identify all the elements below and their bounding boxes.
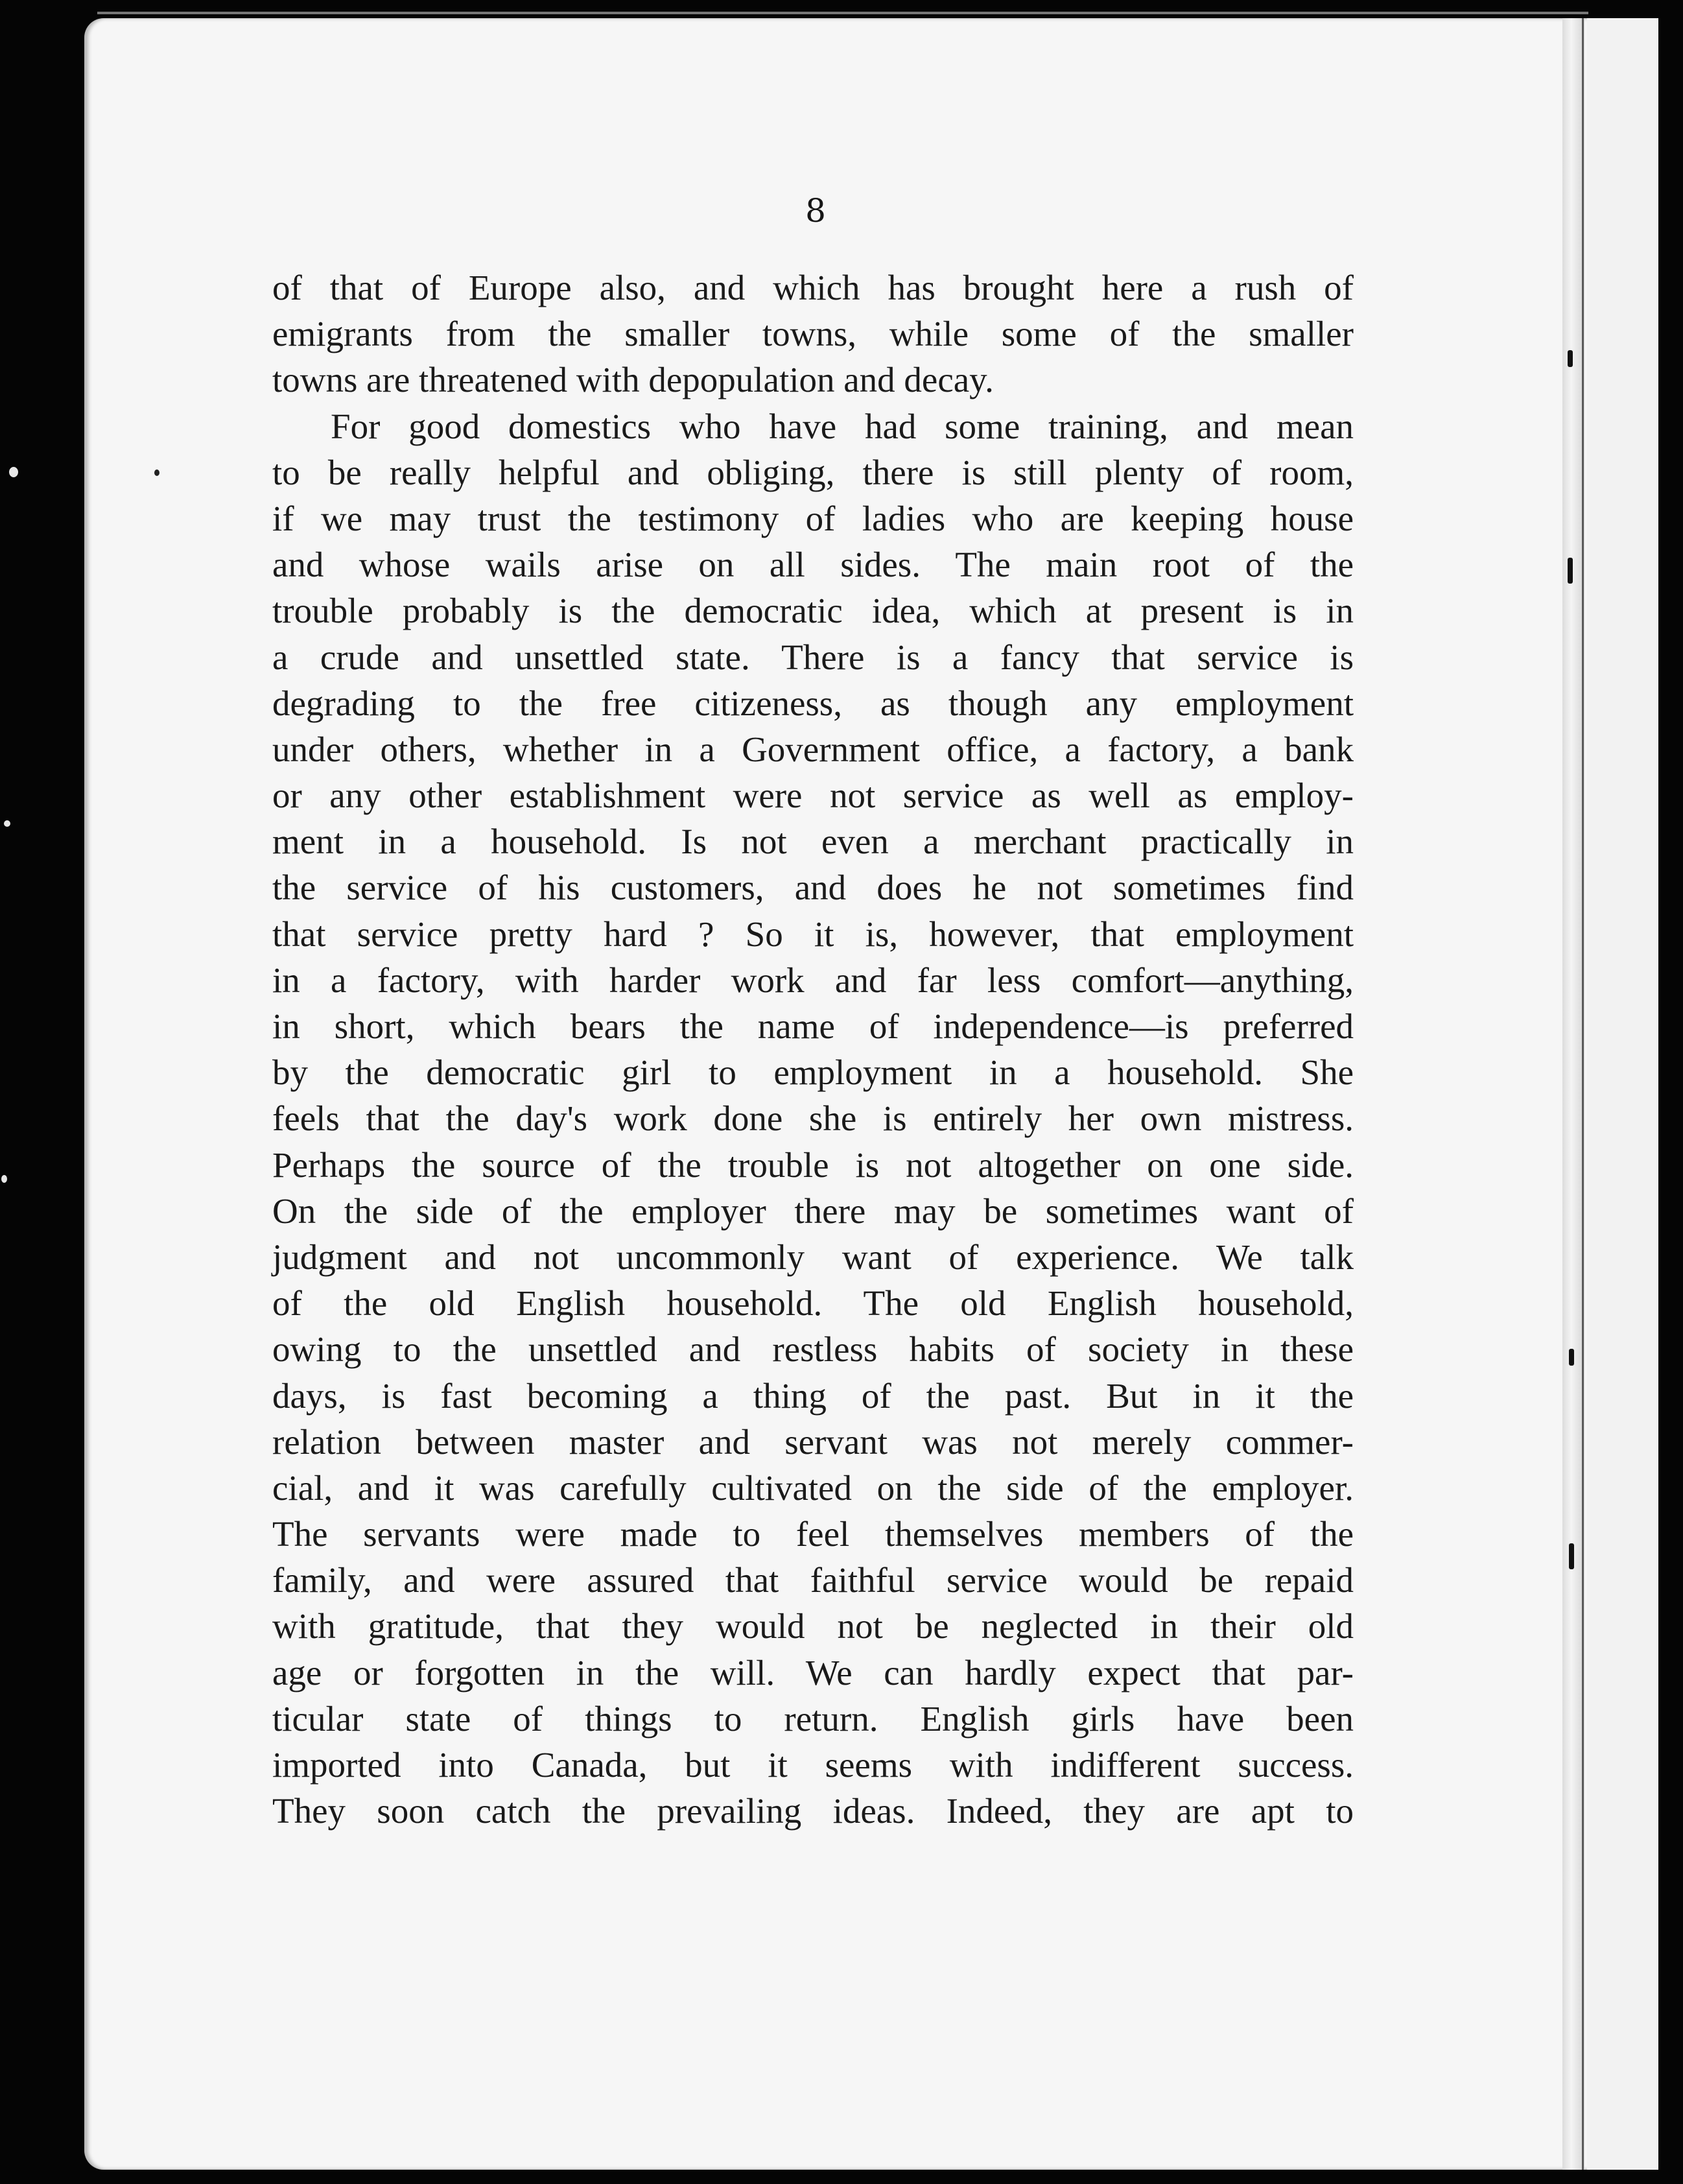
text-line: They soon catch the prevailing ideas. Indeed, they are apt to xyxy=(272,1791,1354,1831)
text-line: a crude and unsettled state. There is a fancy that service is xyxy=(272,637,1354,677)
text-line: under others, whether in a Government office, a factory, a bank xyxy=(272,729,1354,769)
text-line: ticular state of things to return. English girls have been xyxy=(272,1698,1354,1739)
text-line: relation between master and servant was not merely commer- xyxy=(272,1421,1354,1462)
text-line: imported into Canada, but it seems with indifferent success. xyxy=(272,1745,1354,1785)
gutter-line xyxy=(1582,18,1584,2170)
text-line: with gratitude, that they would not be neglected in their old xyxy=(272,1606,1354,1646)
gutter-mark xyxy=(1569,1543,1574,1569)
top-edge-rule xyxy=(97,12,1588,14)
binding-gutter xyxy=(1562,18,1584,2170)
text-line: judgment and not uncommonly want of experience. We talk xyxy=(272,1237,1354,1277)
text-line: age or forgotten in the will. We can hardly expect that par- xyxy=(272,1652,1354,1692)
page-number: 8 xyxy=(805,192,826,230)
text-line: in short, which bears the name of independence—is preferred xyxy=(272,1006,1354,1046)
text-line: of the old English household. The old English household, xyxy=(272,1283,1354,1323)
text-line: trouble probably is the democratic idea, which at present is in xyxy=(272,591,1354,631)
scan-speck xyxy=(1,1175,7,1183)
text-line: if we may trust the testimony of ladies who are keeping house xyxy=(272,498,1354,538)
text-line: of that of Europe also, and which has brought here a rush of xyxy=(272,268,1354,307)
scan-speck xyxy=(4,820,10,827)
page-speck xyxy=(154,469,159,476)
text-line: owing to the unsettled and restless habits of society in these xyxy=(272,1329,1354,1370)
text-line: cial, and it was carefully cultivated on the side of the employer. xyxy=(272,1467,1354,1508)
text-line: towns are threatened with depopulation and decay. xyxy=(272,360,994,400)
scan-speck xyxy=(9,467,18,477)
text-line: the service of his customers, and does he not sometimes find xyxy=(272,868,1354,908)
text-line: The servants were made to feel themselves members of the xyxy=(272,1514,1354,1554)
text-line: degrading to the free citizeness, as though any employment xyxy=(272,683,1354,723)
text-line: feels that the day's work done she is entirely her own mistress. xyxy=(272,1098,1354,1139)
text-line: days, is fast becoming a thing of the past. But in it the xyxy=(272,1375,1354,1416)
text-line: On the side of the employer there may be sometimes want of xyxy=(272,1191,1354,1231)
gutter-mark xyxy=(1568,558,1573,584)
text-line: emigrants from the smaller towns, while some of the smaller xyxy=(272,314,1354,354)
adjacent-page-edge xyxy=(1587,18,1658,2170)
text-line: ment in a household. Is not even a merchant practically in xyxy=(272,822,1354,862)
text-line: by the democratic girl to employment in a household. She xyxy=(272,1052,1354,1093)
gutter-mark xyxy=(1569,1349,1574,1366)
text-line: For good domestics who have had some training, and mean xyxy=(331,406,1354,446)
gutter-mark xyxy=(1568,350,1573,367)
body-text xyxy=(272,265,1354,1834)
text-line: and whose wails arise on all sides. The main root of the xyxy=(272,545,1354,585)
text-line: Perhaps the source of the trouble is not altogether on one side. xyxy=(272,1145,1354,1185)
text-line: to be really helpful and obliging, there is still plenty of room, xyxy=(272,452,1354,492)
text-line: family, and were assured that faithful service would be repaid xyxy=(272,1560,1354,1600)
text-line: or any other establishment were not service as well as employ- xyxy=(272,776,1354,816)
text-line: in a factory, with harder work and far less comfort—anything, xyxy=(272,960,1354,1000)
text-line: that service pretty hard ? So it is, however, that employment xyxy=(272,914,1354,954)
